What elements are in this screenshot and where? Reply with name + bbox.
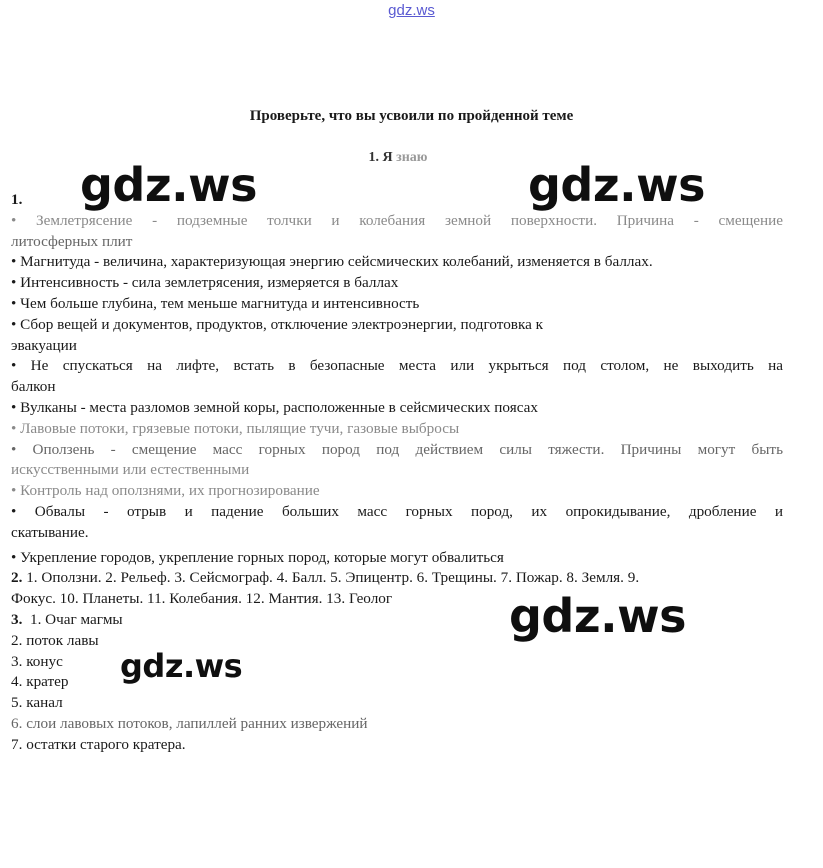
- watermark: gdz.ws: [528, 158, 705, 212]
- site-link[interactable]: gdz.ws: [388, 2, 435, 19]
- subheading-number: 1. Я: [368, 150, 397, 165]
- diagram-label-line: 4. кратер: [11, 673, 69, 691]
- watermark: gdz.ws: [80, 158, 257, 212]
- answer-line: • Контроль над оползнями, их прогнозирование: [11, 482, 320, 500]
- answer-line: • Обвалы - отрыв и падение больших масс горных пород, их опрокидывание, дробление и: [11, 502, 783, 520]
- answer-line: • Интенсивность - сила землетрясения, измеряется в баллах: [11, 274, 399, 292]
- section3-label: 3.: [11, 610, 23, 628]
- diagram-label-line: 6. слои лавовых потоков, лапиллей ранних извержений: [11, 714, 368, 732]
- answer-line: • Чем больше глубина, тем меньше магнитуда и интенсивность: [11, 294, 420, 312]
- answer-line: • Оползень - смещение масс горных пород под действием силы тяжести. Причины могут быть: [11, 440, 783, 458]
- diagram-label-line: 7. остатки старого кратера.: [11, 735, 186, 753]
- subheading-faded: знаю: [396, 150, 428, 165]
- section3-first-item: 1. Очаг магмы: [22, 610, 123, 628]
- answer-line: • Землетрясение - подземные толчки и колебания земной поверхности. Причина - смещение: [11, 211, 783, 229]
- answer-line: • Вулканы - места разломов земной коры, расположенные в сейсмических поясах: [11, 398, 538, 416]
- answer-line: • Сбор вещей и документов, продуктов, отключение электроэнергии, подготовка к: [11, 315, 544, 333]
- answer-line: • Магнитуда - величина, характеризующая энергию сейсмических колебаний, изменяется в баллах.: [11, 253, 653, 271]
- answer-line: эвакуации: [11, 336, 77, 354]
- watermark: gdz.ws: [509, 589, 686, 643]
- diagram-label-line: 5. канал: [11, 694, 63, 712]
- answer-line: искусственными или естественными: [11, 461, 250, 479]
- diagram-label-line: 2. поток лавы: [11, 631, 99, 649]
- page-heading: Проверьте, что вы усвоили по пройденной теме: [249, 108, 574, 124]
- section2-line1: [11, 568, 783, 589]
- section2-label: 2.: [11, 569, 23, 587]
- watermark: gdz.ws: [120, 647, 243, 685]
- answer-line: • Лавовые потоки, грязевые потоки, пылящие тучи, газовые выбросы: [11, 419, 460, 437]
- answer-line: литосферных плит: [11, 232, 133, 250]
- section1-list: [11, 211, 783, 569]
- answer-line: балкон: [11, 378, 56, 396]
- answer-line: • Не спускаться на лифте, встать в безопасные места или укрыться под столом, не выходить на: [11, 357, 783, 375]
- answer-line: • Укрепление городов, укрепление горных пород, которые могут обвалиться: [11, 548, 504, 566]
- section1-label: 1.: [11, 191, 23, 208]
- section2-text1: 1. Оползни. 2. Рельеф. 3. Сейсмограф. 4. Балл. 5. Эпицентр. 6. Трещины. 7. Пожар. 8. Земля. 9.: [22, 569, 640, 587]
- answer-line: скатывание.: [11, 523, 89, 541]
- diagram-label-line: 3. конус: [11, 652, 63, 670]
- section2-line2: Фокус. 10. Планеты. 11. Колебания. 12. Мантия. 13. Геолог: [11, 590, 393, 608]
